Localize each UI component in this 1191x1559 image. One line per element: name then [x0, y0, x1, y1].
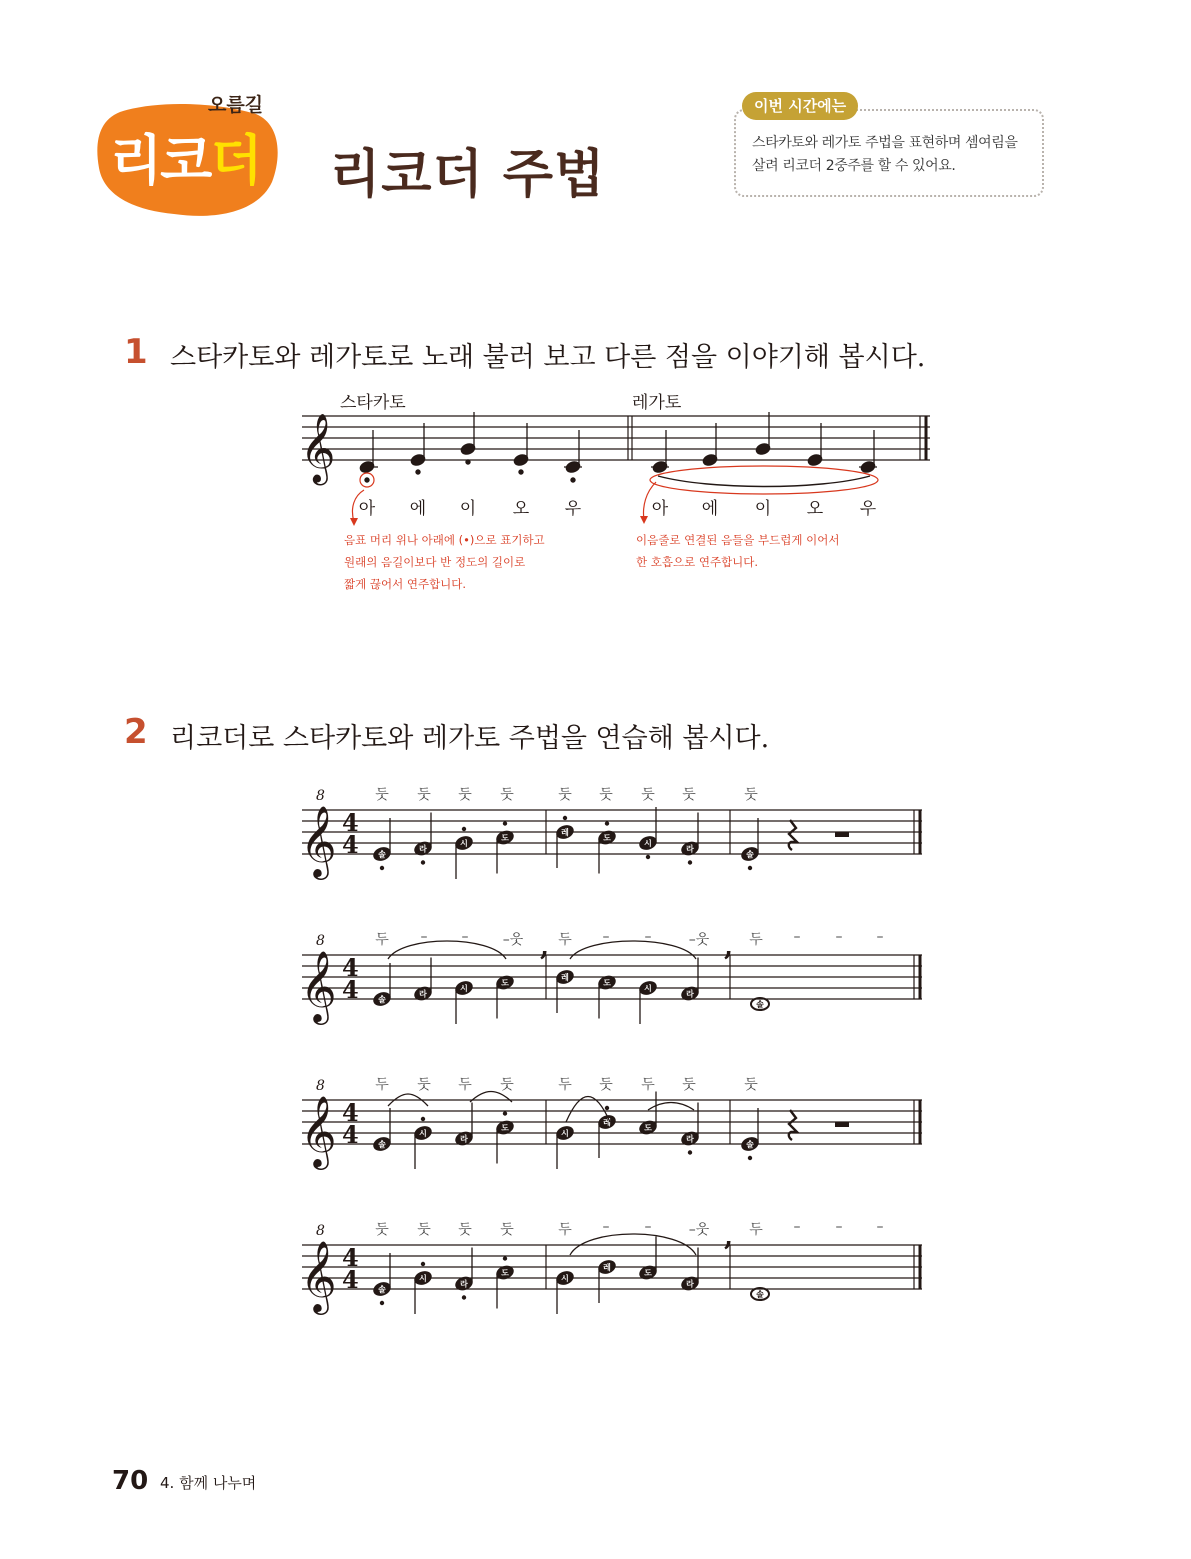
note-시 [554, 1269, 575, 1314]
vowel-legato-4: 오 [806, 499, 824, 519]
syllable: 둣 [558, 787, 572, 803]
note-도 [637, 1092, 658, 1137]
note-라 [412, 958, 433, 1003]
practice-staff-1 [290, 780, 940, 880]
note-시 [637, 807, 658, 859]
svg-text:도: 도 [501, 1123, 509, 1133]
time-signature-bottom: 4 [342, 830, 359, 859]
page-number: 70 [112, 1466, 149, 1496]
svg-text:솔: 솔 [756, 1290, 764, 1299]
syllable: 둣 [641, 787, 655, 803]
breath-mark-icon: , [724, 1222, 734, 1252]
note-도 [494, 821, 515, 873]
syllable: – [793, 929, 801, 945]
staccato-dot [380, 1301, 384, 1305]
staccato-explanation [344, 529, 545, 595]
vowel-legato-3: 이 [754, 499, 772, 519]
quarter-rest-icon [789, 1110, 797, 1140]
staccato-dot [462, 827, 466, 831]
note-도 [596, 821, 617, 873]
goal-tab: 이번 시간에는 [742, 92, 858, 120]
note-라 [412, 813, 433, 865]
note-시 [637, 979, 658, 1024]
time-signature-top: 4 [342, 1243, 359, 1272]
octave-mark: 8 [316, 788, 325, 804]
svg-text:솔: 솔 [378, 850, 386, 859]
note-시 [453, 827, 474, 879]
note-레 [554, 816, 575, 868]
svg-text:라: 라 [686, 1134, 694, 1144]
legato-explanation-line-1: 이음줄로 연결된 음들을 부드럽게 이어서 [636, 533, 840, 547]
staccato-dot [503, 821, 507, 825]
svg-text:시: 시 [561, 1274, 569, 1283]
svg-text:라: 라 [460, 1279, 468, 1289]
staccato-dot [503, 1111, 507, 1115]
svg-text:도: 도 [644, 1268, 652, 1278]
staccato-dot [605, 1106, 609, 1110]
syllable: 둣 [417, 1077, 431, 1093]
note-시 [554, 1124, 575, 1169]
time-signature-top: 4 [342, 953, 359, 982]
octave-mark: 8 [316, 1223, 325, 1239]
syllable: 두 [558, 932, 572, 948]
syllable: 두 [375, 1077, 389, 1093]
note-라 [679, 958, 700, 1003]
question-1-number: 1 [124, 332, 148, 372]
note-레 [596, 1106, 617, 1158]
note-도 [494, 973, 515, 1018]
syllable: 둣 [458, 1222, 472, 1238]
brand-logo-main: 리코 [110, 129, 211, 192]
svg-text:솔: 솔 [746, 1140, 754, 1149]
staccato-dot [462, 1295, 466, 1299]
note-도 [637, 1237, 658, 1282]
note-시 [412, 1117, 433, 1169]
svg-text:시: 시 [460, 839, 468, 848]
note-도 [494, 1256, 515, 1308]
question-1-text: 스타카토와 레가토로 노래 불러 보고 다른 점을 이야기해 봅시다. [170, 342, 926, 373]
svg-text:도: 도 [501, 833, 509, 843]
svg-text:시: 시 [419, 1129, 427, 1138]
staccato-dot [688, 860, 692, 864]
half-rest-icon [835, 1122, 849, 1127]
syllable: – [602, 1219, 610, 1235]
staccato-dot [503, 1256, 507, 1260]
note-솔 [739, 818, 760, 870]
svg-text:솔: 솔 [756, 1000, 764, 1009]
breath-mark-icon: , [540, 932, 550, 962]
staccato-explanation-line-3: 짧게 끊어서 연주합니다. [344, 577, 467, 591]
syllable: 두 [749, 1222, 763, 1238]
legato-label: 레가토 [632, 393, 682, 413]
staccato-dot [688, 1150, 692, 1154]
time-signature-bottom: 4 [342, 975, 359, 1004]
staccato-dot [421, 860, 425, 864]
practice-staff-2 [290, 925, 940, 1025]
svg-text:레: 레 [561, 973, 569, 982]
treble-clef-icon: 𝄞 [300, 1094, 337, 1167]
syllable: 두 [558, 1077, 572, 1093]
slur [648, 1103, 694, 1111]
syllable: – [876, 1219, 884, 1235]
svg-text:시: 시 [644, 984, 652, 993]
treble-clef-icon: 𝄞 [300, 949, 337, 1022]
question-2-number: 2 [124, 712, 148, 752]
svg-text:도: 도 [501, 1268, 509, 1278]
svg-text:시: 시 [561, 1129, 569, 1138]
note-라 [679, 1248, 700, 1293]
syllable: 둣 [744, 787, 758, 803]
staccato-dot [748, 866, 752, 870]
vowel-legato-2: 에 [701, 499, 719, 519]
vowel-legato-1: 아 [651, 499, 669, 519]
svg-text:도: 도 [501, 978, 509, 988]
svg-text:도: 도 [644, 1123, 652, 1133]
page-title: 리코더 주법 [330, 145, 606, 205]
svg-text:라: 라 [419, 844, 427, 854]
syllable: – [602, 929, 610, 945]
staccato-dot [563, 816, 567, 820]
note-라 [679, 1103, 700, 1155]
staccato-dot [380, 866, 384, 870]
syllable: 두 [558, 1222, 572, 1238]
vowel-staccato-5: 우 [564, 499, 582, 519]
octave-mark: 8 [316, 1078, 325, 1094]
time-signature-bottom: 4 [342, 1265, 359, 1294]
svg-text:시: 시 [460, 984, 468, 993]
time-signature-bottom: 4 [342, 1120, 359, 1149]
question-2-text: 리코더로 스타카토와 레가토 주법을 연습해 봅시다. [170, 723, 770, 754]
svg-text:도: 도 [603, 978, 611, 988]
treble-clef-icon: 𝄞 [300, 804, 337, 877]
syllable: – [644, 1219, 652, 1235]
legato-explanation [636, 529, 839, 573]
syllable: –웃 [688, 1222, 710, 1238]
syllable: 둣 [744, 1077, 758, 1093]
note-솔 [371, 818, 392, 870]
staccato-dot [748, 1156, 752, 1160]
note-솔 [739, 1108, 760, 1160]
time-signature-top: 4 [342, 808, 359, 837]
note-솔 [750, 998, 770, 1010]
note-솔 [371, 1108, 392, 1153]
staccato-dot [605, 821, 609, 825]
syllable: – [644, 929, 652, 945]
quarter-rest-icon [789, 820, 797, 850]
syllable: – [835, 1219, 843, 1235]
note-라 [453, 1103, 474, 1148]
note-도 [494, 1111, 515, 1163]
svg-text:라: 라 [686, 844, 694, 854]
vowel-staccato-2: 에 [409, 499, 427, 519]
note-레 [596, 1258, 617, 1303]
syllable: 둣 [375, 787, 389, 803]
svg-text:시: 시 [419, 1274, 427, 1283]
note-도 [596, 973, 617, 1018]
vowel-staccato-1: 아 [358, 499, 376, 519]
annotation-arrows [340, 480, 660, 530]
note-라 [679, 813, 700, 865]
svg-text:솔: 솔 [746, 850, 754, 859]
staccato-dot [421, 1117, 425, 1121]
staccato-dot [646, 855, 650, 859]
syllable: – [420, 929, 428, 945]
syllable: 두 [375, 932, 389, 948]
brand-logo [110, 118, 261, 195]
half-rest-icon [835, 832, 849, 837]
vowel-staccato-3: 이 [459, 499, 477, 519]
staccato-label: 스타카토 [340, 393, 406, 413]
staccato-explanation-line-2: 원래의 음길이보다 반 정도의 길이로 [344, 555, 526, 569]
note-레 [554, 968, 575, 1013]
breath-mark-icon: , [724, 932, 734, 962]
syllable: –웃 [502, 932, 524, 948]
svg-text:라: 라 [460, 1134, 468, 1144]
note-시 [453, 979, 474, 1024]
syllable: 둣 [458, 787, 472, 803]
note-시 [412, 1262, 433, 1314]
syllable: – [461, 929, 469, 945]
brand-logo-accent: 더 [210, 129, 261, 192]
svg-text:라: 라 [686, 1279, 694, 1289]
syllable: 둣 [500, 1077, 514, 1093]
syllable: – [835, 929, 843, 945]
note-솔 [371, 1253, 392, 1305]
svg-text:레: 레 [561, 828, 569, 837]
brand-subtitle: 오름길 [208, 94, 264, 116]
svg-text:솔: 솔 [378, 1285, 386, 1294]
note-솔 [750, 1288, 770, 1300]
svg-text:솔: 솔 [378, 1140, 386, 1149]
vowel-staccato-4: 오 [512, 499, 530, 519]
practice-staff-3 [290, 1070, 940, 1170]
time-signature-top: 4 [342, 1098, 359, 1127]
syllable: 두 [641, 1077, 655, 1093]
svg-text:레: 레 [603, 1118, 611, 1127]
legato-explanation-line-2: 한 호흡으로 연주합니다. [636, 555, 759, 569]
syllable: 둣 [417, 1222, 431, 1238]
syllable: 둣 [417, 787, 431, 803]
syllable: 둣 [500, 787, 514, 803]
practice-staff-4 [290, 1215, 940, 1315]
goal-text: 스타카토와 레가토 주법을 표현하며 셈여림을 살려 리코더 2중주를 할 수 있어요. [752, 135, 1018, 174]
treble-clef-icon: 𝄞 [300, 1239, 337, 1312]
syllable: 둣 [682, 1077, 696, 1093]
svg-text:시: 시 [644, 839, 652, 848]
vowel-legato-5: 우 [859, 499, 877, 519]
svg-text:솔: 솔 [378, 995, 386, 1004]
octave-mark: 8 [316, 933, 325, 949]
staccato-explanation-line-1: 음표 머리 위나 아래에 (•)으로 표기하고 [344, 533, 545, 547]
note-라 [453, 1248, 474, 1300]
syllable: 둣 [375, 1222, 389, 1238]
slur [570, 941, 696, 959]
syllable: 둣 [599, 1077, 613, 1093]
svg-text:라: 라 [686, 989, 694, 999]
syllable: 두 [749, 932, 763, 948]
syllable: –웃 [688, 932, 710, 948]
syllable: 둣 [682, 787, 696, 803]
syllable: – [876, 929, 884, 945]
syllable: 두 [458, 1077, 472, 1093]
chapter-title: 4. 함께 나누며 [160, 1474, 257, 1492]
svg-text:라: 라 [419, 989, 427, 999]
note-솔 [371, 963, 392, 1008]
syllable: 둣 [500, 1222, 514, 1238]
staccato-dot [421, 1262, 425, 1266]
syllable: – [793, 1219, 801, 1235]
svg-text:레: 레 [603, 1263, 611, 1272]
treble-clef-icon: 𝄞 [300, 413, 336, 483]
syllable: 둣 [599, 787, 613, 803]
svg-text:도: 도 [603, 833, 611, 843]
slur [388, 941, 506, 959]
